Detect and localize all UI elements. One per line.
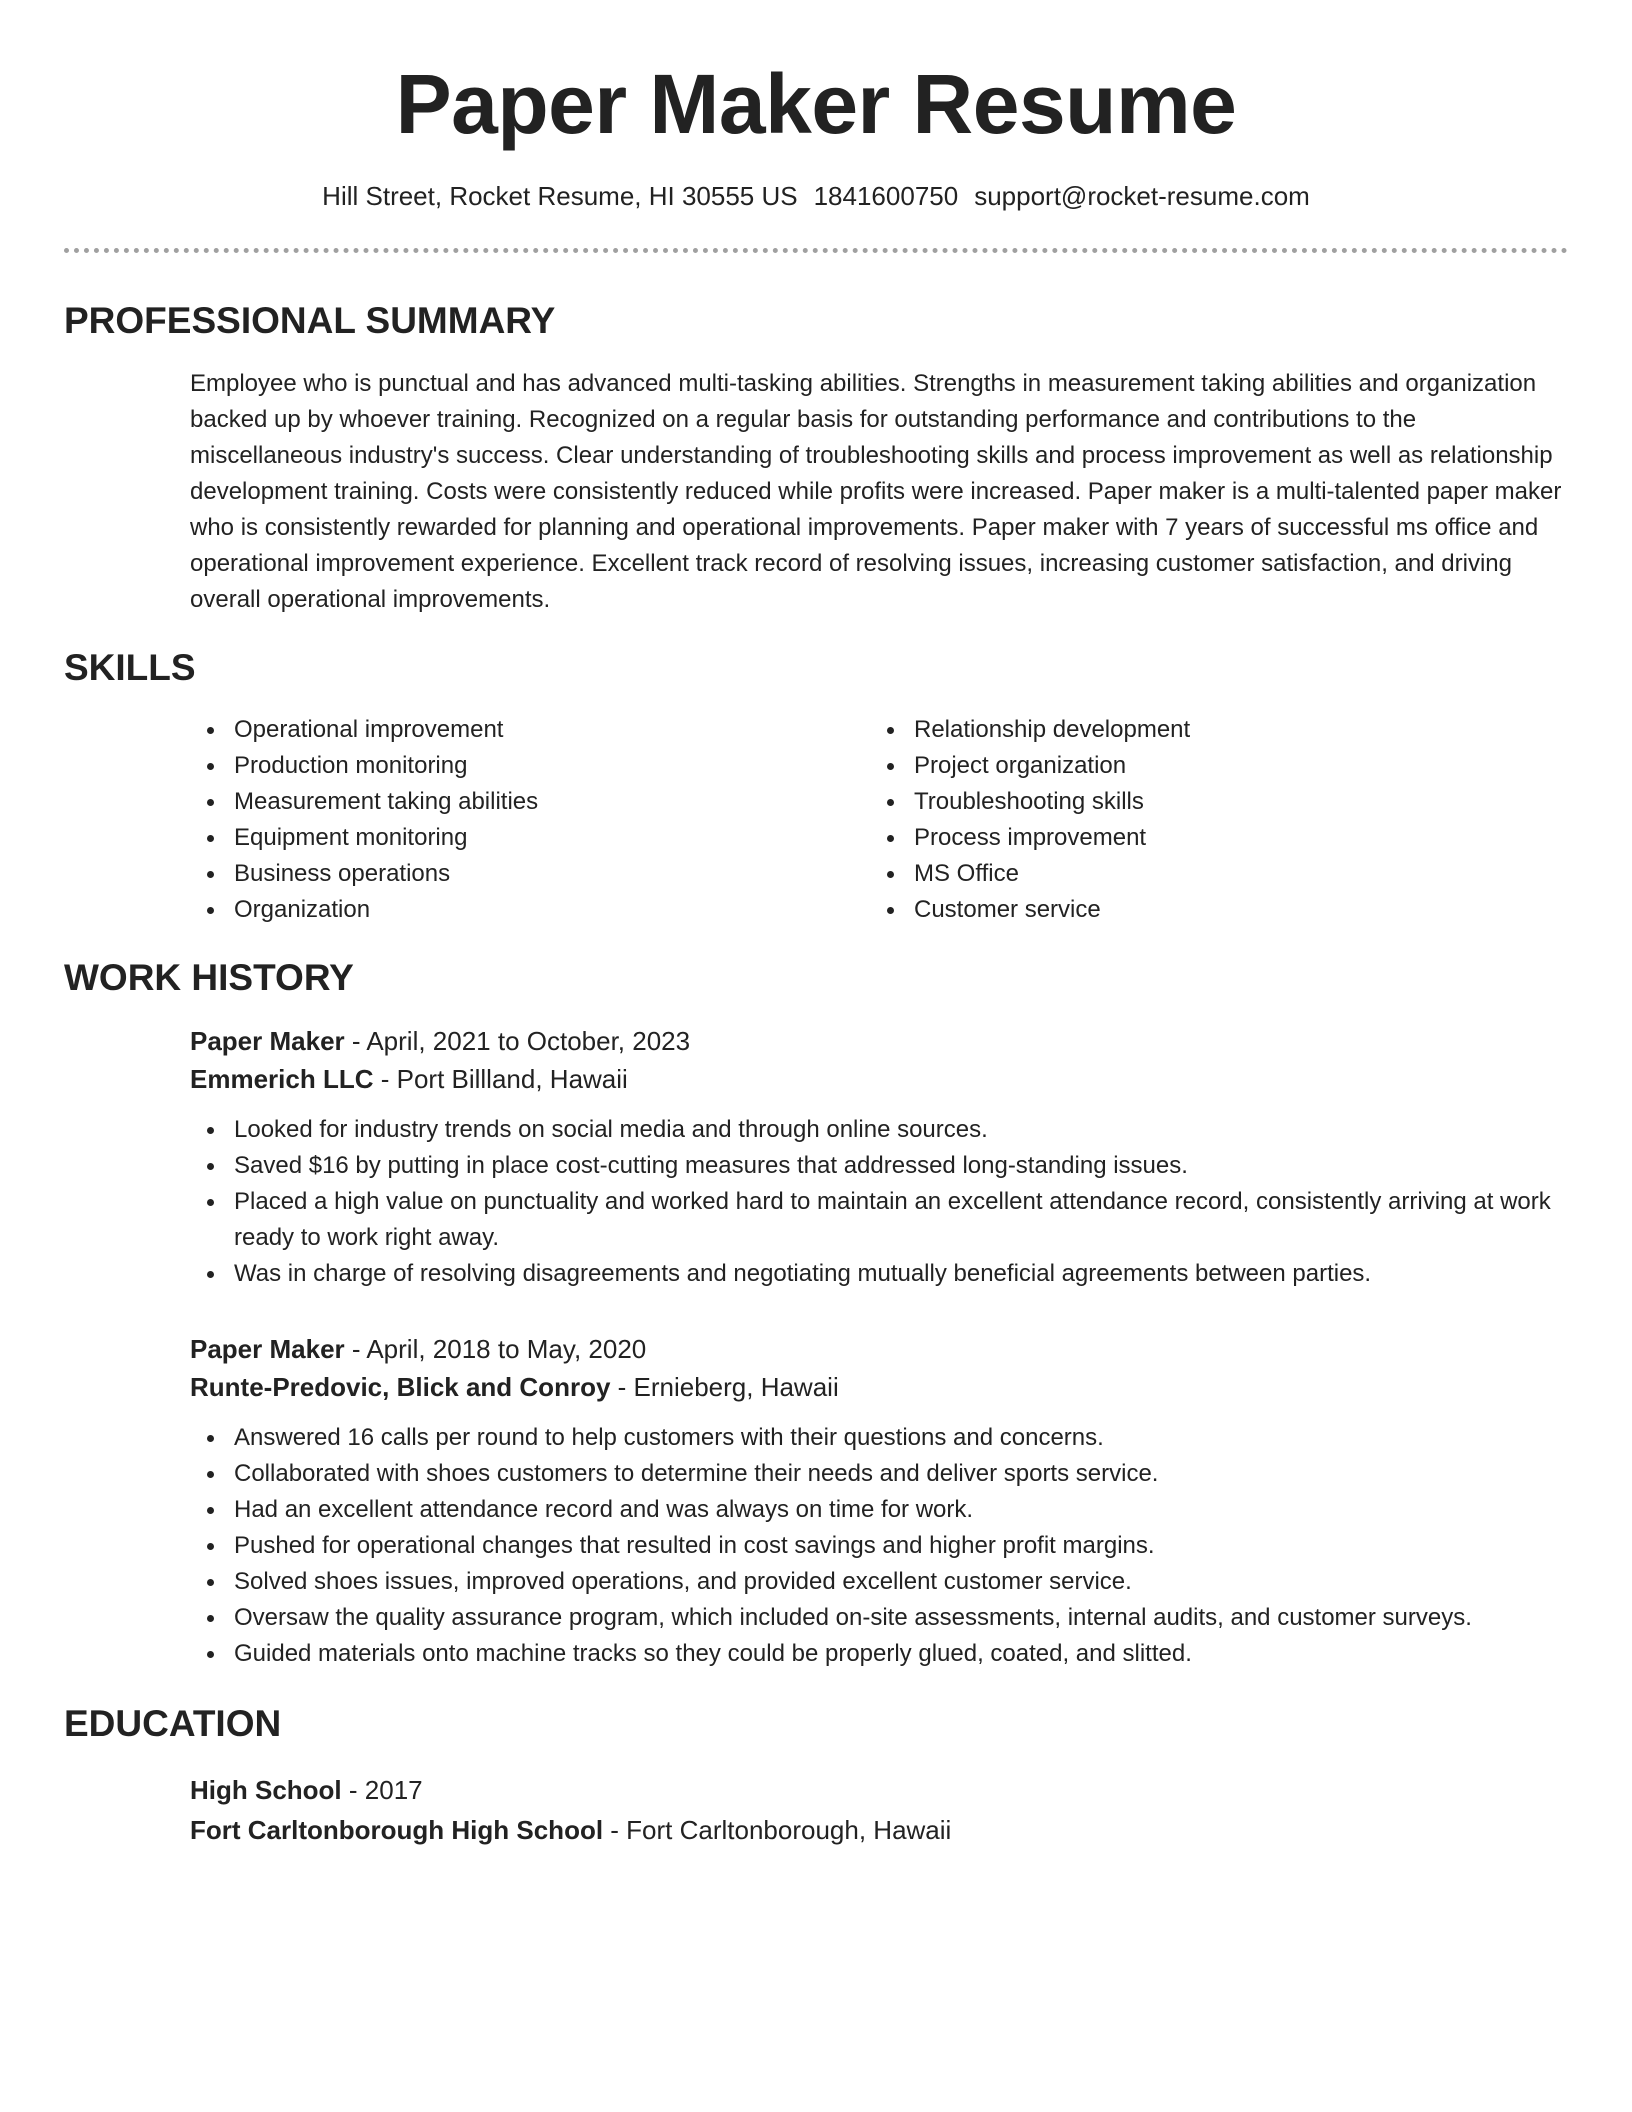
resume-title: Paper Maker Resume bbox=[395, 57, 1237, 151]
job-bullets bbox=[190, 1112, 1568, 1292]
job-company: Runte-Predovic, Blick and Conroy bbox=[190, 1372, 611, 1403]
resume-page bbox=[64, 0, 1568, 1849]
job-location: - Port Billland, Hawaii bbox=[373, 1064, 628, 1095]
job-bullet: Was in charge of resolving disagreements and negotiating mutually beneficial agreements between parties. bbox=[190, 1256, 1568, 1292]
job-bullet: Had an excellent attendance record and was always on time for work. bbox=[190, 1492, 1568, 1528]
job-title-line bbox=[190, 1330, 1568, 1368]
contact-address: Hill Street, Rocket Resume, HI 30555 US bbox=[322, 181, 798, 212]
skill-item: Organization bbox=[190, 892, 870, 928]
job-role: Paper Maker bbox=[190, 1334, 345, 1365]
skills-column-right bbox=[870, 712, 1550, 928]
job-company: Emmerich LLC bbox=[190, 1064, 374, 1095]
skill-item: Business operations bbox=[190, 856, 870, 892]
job-bullet: Placed a high value on punctuality and worked hard to maintain an excellent attendance record, consistently arriving at work ready to work right away. bbox=[190, 1184, 1568, 1256]
job-location: - Ernieberg, Hawaii bbox=[610, 1372, 839, 1403]
job-dates: - April, 2018 to May, 2020 bbox=[344, 1334, 647, 1365]
skill-item: Customer service bbox=[870, 892, 1550, 928]
skills-column-left bbox=[190, 712, 870, 928]
skill-item: Relationship development bbox=[870, 712, 1550, 748]
summary-heading: PROFESSIONAL SUMMARY bbox=[64, 300, 556, 342]
education-school: Fort Carltonborough High School bbox=[190, 1814, 604, 1845]
skills-heading: SKILLS bbox=[64, 646, 196, 688]
education-degree-line bbox=[190, 1771, 1568, 1809]
job-entry bbox=[190, 1022, 1568, 1292]
job-dates: - April, 2021 to October, 2023 bbox=[344, 1026, 691, 1057]
contact-line bbox=[64, 180, 1568, 214]
job-entry bbox=[190, 1330, 1568, 1672]
job-bullet: Solved shoes issues, improved operations, and provided excellent customer service. bbox=[190, 1564, 1568, 1600]
job-company-line bbox=[190, 1060, 1568, 1098]
header-divider bbox=[64, 248, 1568, 253]
education-year: - 2017 bbox=[341, 1774, 423, 1805]
education-location: - Fort Carltonborough, Hawaii bbox=[603, 1814, 952, 1845]
job-bullet: Saved $16 by putting in place cost-cutting measures that addressed long-standing issues. bbox=[190, 1148, 1568, 1184]
skill-item: Operational improvement bbox=[190, 712, 870, 748]
education-degree: High School bbox=[190, 1774, 342, 1805]
work-history-list bbox=[190, 1022, 1568, 1672]
education-school-line bbox=[190, 1811, 1568, 1849]
contact-phone: 1841600750 bbox=[813, 181, 959, 212]
job-role: Paper Maker bbox=[190, 1026, 345, 1057]
education-entry bbox=[190, 1771, 1568, 1849]
skill-item: Equipment monitoring bbox=[190, 820, 870, 856]
job-bullet: Answered 16 calls per round to help customers with their questions and concerns. bbox=[190, 1420, 1568, 1456]
skill-item: Production monitoring bbox=[190, 748, 870, 784]
summary-text: Employee who is punctual and has advanced multi-tasking abilities. Strengths in measurement taking abilities and organization backed up by whoever training. Recognized on a regular basis for outstanding performance and contributions to the miscellaneous industry's success. Clear understanding of troubleshooting skills and process improvement as well as relationship development training. Costs were consistently reduced while profits were increased. Paper maker is a multi-talented paper maker who is consistently rewarded for planning and operational improvements. Paper maker with 7 years of successful ms office and operational improvement experience. Excellent track record of resolving issues, increasing customer satisfaction, and driving overall operational improvements. bbox=[190, 369, 1562, 613]
skill-item: Troubleshooting skills bbox=[870, 784, 1550, 820]
skill-item: Measurement taking abilities bbox=[190, 784, 870, 820]
job-bullet: Oversaw the quality assurance program, which included on-site assessments, internal audits, and customer surveys. bbox=[190, 1600, 1568, 1636]
skill-item: Project organization bbox=[870, 748, 1550, 784]
job-company-line bbox=[190, 1368, 1568, 1406]
skills-list bbox=[190, 712, 1568, 928]
skill-item: Process improvement bbox=[870, 820, 1550, 856]
job-bullet: Looked for industry trends on social media and through online sources. bbox=[190, 1112, 1568, 1148]
education-heading: EDUCATION bbox=[64, 1703, 282, 1745]
job-bullet: Guided materials onto machine tracks so they could be properly glued, coated, and slitted. bbox=[190, 1636, 1568, 1672]
job-bullets bbox=[190, 1420, 1568, 1672]
job-title-line bbox=[190, 1022, 1568, 1060]
job-bullet: Pushed for operational changes that resulted in cost savings and higher profit margins. bbox=[190, 1528, 1568, 1564]
skill-item: MS Office bbox=[870, 856, 1550, 892]
contact-email: support@rocket-resume.com bbox=[974, 181, 1310, 212]
job-bullet: Collaborated with shoes customers to determine their needs and deliver sports service. bbox=[190, 1456, 1568, 1492]
work-history-heading: WORK HISTORY bbox=[64, 956, 354, 998]
